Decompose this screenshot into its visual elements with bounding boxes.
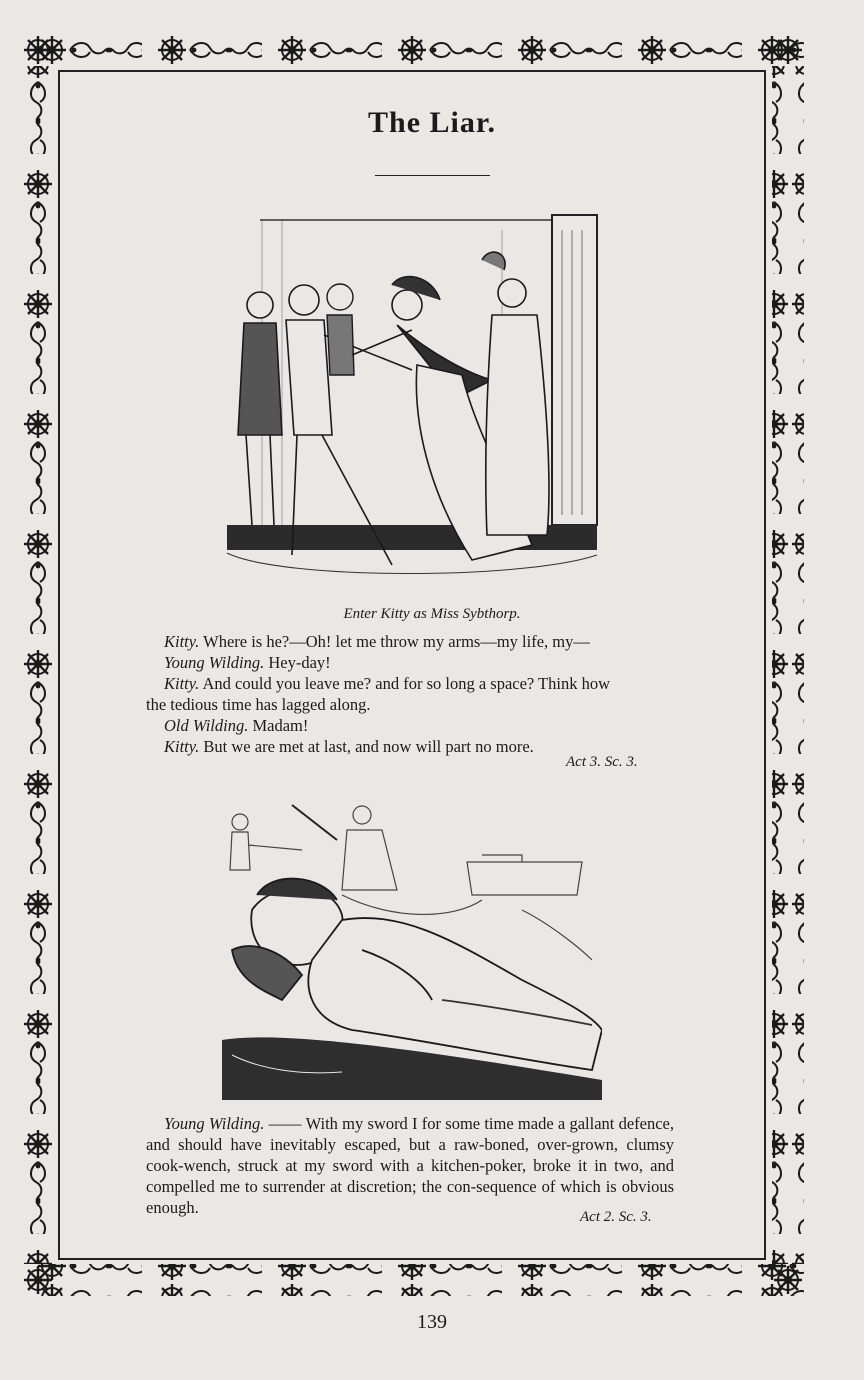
stage-scene-illustration — [222, 205, 602, 590]
scene2-act-reference: Act 2. Sc. 3. — [580, 1209, 652, 1225]
page-number: 139 — [417, 1311, 447, 1333]
scene2-speech — [146, 1113, 674, 1218]
scene1-act-reference: Act 3. Sc. 3. — [566, 754, 638, 770]
scene1-caption: Enter Kitty as Miss Sybthorp. — [343, 606, 521, 622]
dialogue-line-3: Kitty. And could you leave me? and for so long a space? Think how — [164, 674, 611, 693]
dialogue-line-5: Kitty. But we are met at last, and now will part no more. — [164, 737, 534, 756]
scene2-text: With my sword I for some time made a gallant defence, and should have inevitably escaped, but a raw-boned, over-grown, clumsy cook-wench, struck at my sword with a kitchen-poker, broke it in two, and compelled me to surrender at discretion; the con-sequence of which is obvious enough. — [146, 1114, 675, 1217]
dialogue-line-2: Young Wilding. Hey-day! — [164, 653, 331, 672]
scene1-dialogue — [146, 631, 676, 757]
scene2-speaker: Young Wilding. — [164, 1114, 265, 1133]
dialogue-line-3-continued: the tedious time has lagged along. — [146, 695, 371, 714]
scene2-dash: —— — [268, 1114, 302, 1133]
title-rule — [375, 175, 490, 176]
dreaming-man-illustration — [222, 800, 602, 1100]
dialogue-line-1: Kitty. Where is he?—Oh! let me throw my arms—my life, my— — [164, 632, 590, 651]
page-title: The Liar. — [368, 106, 496, 139]
dialogue-line-4: Old Wilding. Madam! — [164, 716, 309, 735]
